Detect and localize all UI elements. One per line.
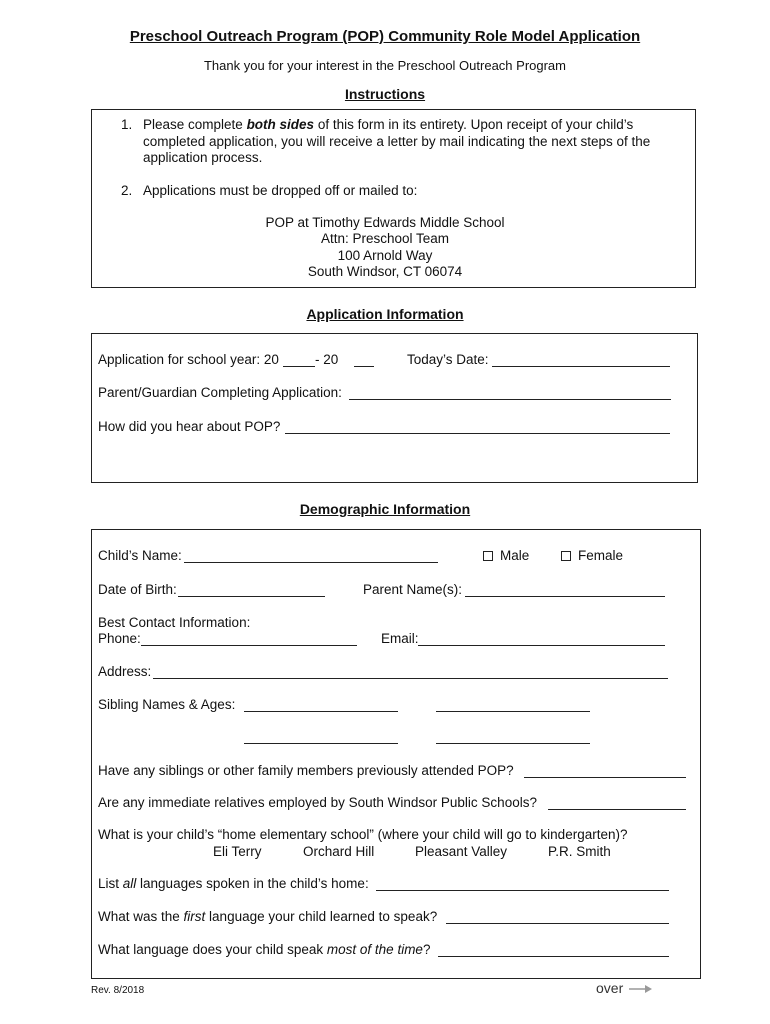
- school-year-start-field[interactable]: [283, 366, 315, 367]
- childs-name-label: Child’s Name:: [98, 548, 182, 563]
- school-year-dash: - 20: [315, 352, 339, 367]
- male-option[interactable]: [483, 548, 529, 563]
- female-label: Female: [578, 548, 624, 563]
- home-school-question: What is your child’s “home elementary school” (where your child will go to kindergarten)?: [98, 827, 628, 842]
- languages-label: [98, 876, 369, 891]
- first-language-post: language your child learned to speak?: [205, 909, 438, 924]
- most-language-label: [98, 942, 430, 957]
- arrow-right-icon: [629, 984, 653, 994]
- phone-field[interactable]: [141, 645, 357, 646]
- siblings-label: Sibling Names & Ages:: [98, 697, 236, 712]
- female-option[interactable]: [561, 548, 623, 563]
- parent-guardian-field[interactable]: [349, 399, 671, 400]
- instruction-1-line1-pre: Please complete: [143, 117, 247, 132]
- most-language-post: ?: [422, 942, 431, 957]
- over-label: over: [596, 980, 624, 996]
- mailing-address-line1: POP at Timothy Edwards Middle School: [265, 215, 505, 230]
- phone-label: Phone:: [98, 631, 141, 646]
- sibling-field-2[interactable]: [436, 711, 590, 712]
- mailing-address-line4: South Windsor, CT 06074: [307, 264, 463, 279]
- school-option-orchard-hill[interactable]: Orchard Hill: [303, 844, 375, 859]
- languages-pre: List: [98, 876, 123, 891]
- languages-emphasis: all: [122, 876, 137, 891]
- childs-name-field[interactable]: [184, 562, 438, 563]
- email-label: Email:: [381, 631, 419, 646]
- sibling-field-3[interactable]: [244, 743, 398, 744]
- revision-date: Rev. 8/2018: [91, 985, 145, 996]
- siblings-attended-field[interactable]: [524, 777, 686, 778]
- form-subtitle: Thank you for your interest in the Preschool Outreach Program: [203, 58, 566, 73]
- instruction-1-line2: completed application, you will receive a letter by mail indicating the next steps of the: [143, 134, 651, 149]
- dob-label: Date of Birth:: [98, 582, 177, 597]
- email-field[interactable]: [418, 645, 665, 646]
- school-option-eli-terry[interactable]: Eli Terry: [213, 844, 262, 859]
- first-language-emphasis: first: [183, 909, 206, 924]
- instruction-2-text: Applications must be dropped off or mailed to:: [143, 183, 418, 198]
- application-info-heading: Application Information: [306, 306, 464, 322]
- instructions-heading: Instructions: [344, 86, 426, 102]
- instruction-1-line1: [143, 117, 633, 132]
- instruction-2-number: 2.: [121, 183, 133, 198]
- male-label: Male: [500, 548, 530, 563]
- sibling-field-4[interactable]: [436, 743, 590, 744]
- school-option-pr-smith[interactable]: P.R. Smith: [548, 844, 611, 859]
- best-contact-label: Best Contact Information:: [98, 615, 251, 630]
- todays-date-label: Today’s Date:: [407, 352, 489, 367]
- languages-post: languages spoken in the child’s home:: [136, 876, 369, 891]
- siblings-attended-label: Have any siblings or other family members previously attended POP?: [98, 763, 514, 778]
- address-label: Address:: [98, 664, 152, 679]
- todays-date-field[interactable]: [492, 366, 670, 367]
- school-year-end-field[interactable]: [354, 366, 374, 367]
- male-checkbox[interactable]: [483, 551, 493, 561]
- parent-guardian-label: Parent/Guardian Completing Application:: [98, 385, 342, 400]
- most-language-pre: What language does your child speak: [98, 942, 327, 957]
- instruction-1-emphasis: both sides: [246, 117, 315, 132]
- first-language-pre: What was the: [98, 909, 184, 924]
- sibling-field-1[interactable]: [244, 711, 398, 712]
- relatives-employed-label: Are any immediate relatives employed by South Windsor Public Schools?: [98, 795, 537, 810]
- hear-about-label: How did you hear about POP?: [98, 419, 281, 434]
- most-language-emphasis: most of the time: [326, 942, 423, 957]
- instruction-1-line1-post: of this form in its entirety. Upon receipt of your child’s: [314, 117, 634, 132]
- instruction-1-line3: application process.: [143, 150, 263, 165]
- most-language-field[interactable]: [438, 956, 669, 957]
- school-option-pleasant-valley[interactable]: Pleasant Valley: [415, 844, 508, 859]
- over-indicator: [596, 980, 653, 996]
- address-field[interactable]: [153, 678, 668, 679]
- first-language-field[interactable]: [446, 923, 669, 924]
- parent-names-field[interactable]: [465, 596, 665, 597]
- first-language-label: [98, 909, 437, 924]
- mailing-address-line3: 100 Arnold Way: [337, 248, 433, 263]
- form-title: Preschool Outreach Program (POP) Community Role Model Application: [129, 28, 641, 45]
- languages-field[interactable]: [376, 890, 669, 891]
- mailing-address-line2: Attn: Preschool Team: [320, 231, 450, 246]
- hear-about-field[interactable]: [285, 433, 670, 434]
- parent-names-label: Parent Name(s):: [363, 582, 463, 597]
- instruction-1-number: 1.: [121, 117, 133, 132]
- dob-field[interactable]: [178, 596, 325, 597]
- female-checkbox[interactable]: [561, 551, 571, 561]
- relatives-employed-field[interactable]: [548, 809, 686, 810]
- school-year-label: Application for school year: 20: [98, 352, 279, 367]
- demographic-info-heading: Demographic Information: [299, 501, 471, 517]
